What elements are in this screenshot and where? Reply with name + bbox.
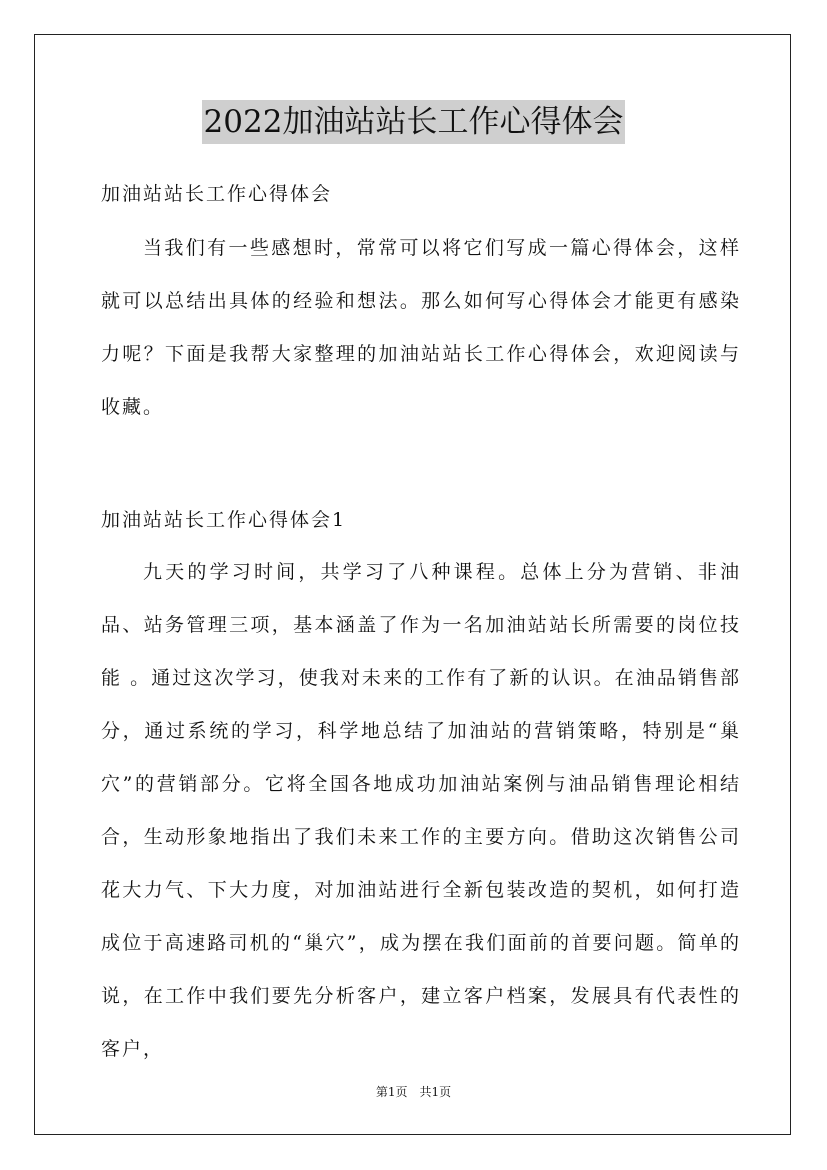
document-subtitle: 加油站站长工作心得体会	[101, 183, 333, 205]
page-total: 共1页	[419, 1085, 452, 1099]
section-body-1: 九天的学习时间，共学习了八种课程。总体上分为营销、非油品、站务管理三项，基本涵盖了作为一名加油站站长所需要的岗位技能 。通过这次学习，使我对未来的工作有了新的认识。在油品销售部分，通过系统的学习，科学地总结了加油站的营销策略，特别是“巢穴”的营销部分。它将全国各地成功加油站案例与油品销售理论相结合，生动形象地指出了我们未来工作的主要方向。借助这次销售公司花大力气、下大力度，对加油站进行全新包装改造的契机，如何打造成位于高速路司机的“巢穴”，成为摆在我们面前的首要问题。简单的说，在工作中我们要先分析客户，建立客户档案，发展具有代表性的客户，	[101, 561, 741, 1060]
intro-paragraph: 当我们有一些感想时，常常可以将它们写成一篇心得体会，这样就可以总结出具体的经验和想法。那么如何写心得体会才能更有感染力呢？下面是我帮大家整理的加油站站长工作心得体会，欢迎阅读与收藏。	[101, 237, 741, 418]
title-container	[0, 100, 827, 144]
page-footer	[0, 1083, 827, 1100]
page-number: 第1页	[375, 1085, 408, 1099]
document-title: 2022加油站站长工作心得体会	[202, 100, 626, 144]
section-heading-1: 加油站站长工作心得体会1	[101, 509, 347, 531]
